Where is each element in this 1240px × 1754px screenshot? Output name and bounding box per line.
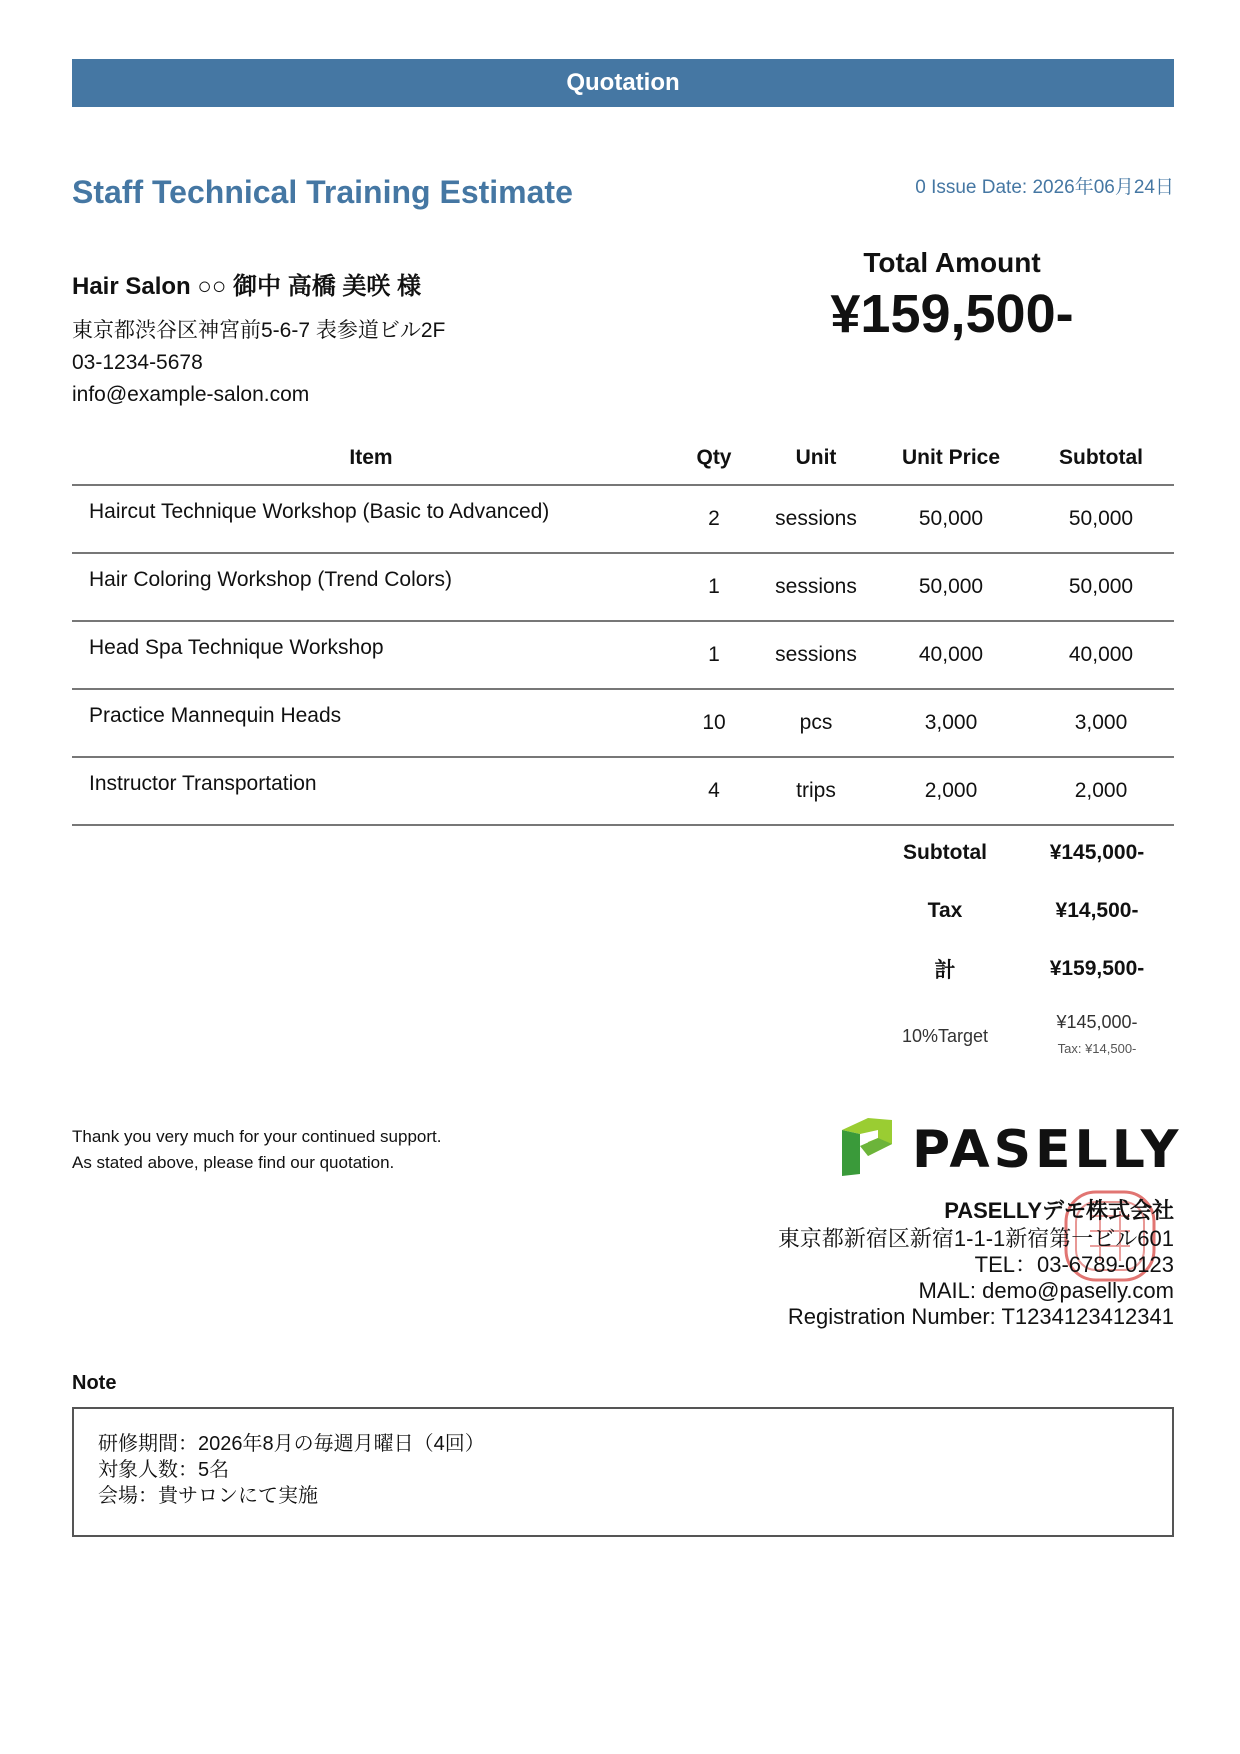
table-row [72, 689, 1174, 757]
document-title: Staff Technical Training Estimate [72, 174, 573, 210]
tax-target-row [870, 1012, 1174, 1056]
row-item: Instructor Transportation [72, 757, 670, 825]
header-subtotal: Subtotal [1028, 432, 1174, 485]
issue-date: 0 Issue Date: 2026年06月24日 [915, 177, 1174, 198]
thanks-line-2: As stated above, please find our quotation. [72, 1153, 395, 1172]
summary-subtotal-label: Subtotal [903, 841, 987, 864]
row-item: Haircut Technique Workshop (Basic to Advanced) [72, 485, 670, 553]
company-tel: TEL：03-6789-0123 [974, 1252, 1174, 1277]
total-amount-label: Total Amount [863, 247, 1041, 278]
note-box [72, 1407, 1174, 1537]
header-qty: Qty [670, 432, 758, 485]
note-line: 会場：貴サロンにて実施 [98, 1485, 318, 1507]
recipient-phone: 03-1234-5678 [72, 351, 203, 374]
row-item: Practice Mannequin Heads [72, 689, 670, 757]
items-table [72, 432, 1174, 826]
banner-title: Quotation [566, 69, 680, 96]
table-header-row [72, 432, 1174, 485]
row-item: Hair Coloring Workshop (Trend Colors) [72, 553, 670, 621]
note-line: 対象人数：5名 [98, 1459, 230, 1481]
table-row [72, 553, 1174, 621]
company-info [778, 1196, 1174, 1330]
row-item: Head Spa Technique Workshop [72, 621, 670, 689]
table-row [72, 757, 1174, 825]
row-subtotal: 50,000 [1028, 485, 1174, 553]
summary-subtotal-value: ¥145,000- [1049, 841, 1145, 864]
header-unit: Unit [758, 432, 874, 485]
company-logo [838, 1116, 1183, 1180]
summary-tax-label: Tax [927, 899, 963, 922]
row-subtotal: 40,000 [1028, 621, 1174, 689]
note-label: Note [72, 1372, 117, 1394]
summary-tax-value: ¥14,500- [1055, 899, 1139, 922]
row-qty: 10 [670, 689, 758, 757]
row-unit-price: 50,000 [874, 553, 1028, 621]
summary-subtotal-row [870, 824, 1174, 882]
header-unit-price: Unit Price [874, 432, 1028, 485]
totals-summary [870, 824, 1174, 1056]
row-subtotal: 2,000 [1028, 757, 1174, 825]
summary-total-value: ¥159,500- [1049, 957, 1145, 980]
row-subtotal: 3,000 [1028, 689, 1174, 757]
row-unit-price: 3,000 [874, 689, 1028, 757]
total-amount-box [770, 247, 1134, 345]
recipient-address: 東京都渋谷区神宮前5-6-7 表参道ビル2F [72, 319, 446, 342]
row-qty: 1 [670, 621, 758, 689]
summary-tax-row [870, 882, 1174, 940]
tax-target-label: 10%Target [901, 1026, 989, 1046]
row-unit-price: 2,000 [874, 757, 1028, 825]
row-unit: sessions [758, 553, 874, 621]
row-unit: trips [758, 757, 874, 825]
document-banner [72, 59, 1174, 107]
row-unit: sessions [758, 621, 874, 689]
tax-target-amount: ¥145,000- [1056, 1012, 1138, 1032]
table-row [72, 621, 1174, 689]
company-mail: MAIL: demo@paselly.com [918, 1278, 1174, 1303]
total-amount-value: ¥159,500- [830, 284, 1074, 344]
thanks-message [72, 1124, 441, 1176]
thanks-line-1: Thank you very much for your continued support. [72, 1127, 442, 1146]
row-unit-price: 50,000 [874, 485, 1028, 553]
row-qty: 1 [670, 553, 758, 621]
tax-target-tax: Tax: ¥14,500- [1057, 1041, 1137, 1056]
logo-wordmark: PASELLY [912, 1120, 1183, 1180]
company-registration: Registration Number: T1234123412341 [787, 1304, 1174, 1329]
summary-total-row [870, 940, 1174, 998]
summary-total-label: 計 [934, 959, 956, 982]
company-address: 東京都新宿区新宿1-1-1新宿第一ビル601 [777, 1226, 1174, 1251]
recipient-name: Hair Salon ○○ 御中 高橋 美咲 様 [72, 273, 422, 300]
row-unit: sessions [758, 485, 874, 553]
row-qty: 4 [670, 757, 758, 825]
recipient-email: info@example-salon.com [72, 383, 310, 406]
header-item: Item [72, 432, 670, 485]
company-name: PASELLYデモ株式会社 [944, 1198, 1174, 1223]
tax-target-values [1020, 1012, 1174, 1056]
row-qty: 2 [670, 485, 758, 553]
recipient-block [72, 266, 445, 411]
row-unit: pcs [758, 689, 874, 757]
row-unit-price: 40,000 [874, 621, 1028, 689]
table-row [72, 485, 1174, 553]
logo-mark-icon [838, 1116, 898, 1178]
note-line: 研修期間：2026年8月の毎週月曜日（4回） [98, 1433, 485, 1455]
row-subtotal: 50,000 [1028, 553, 1174, 621]
